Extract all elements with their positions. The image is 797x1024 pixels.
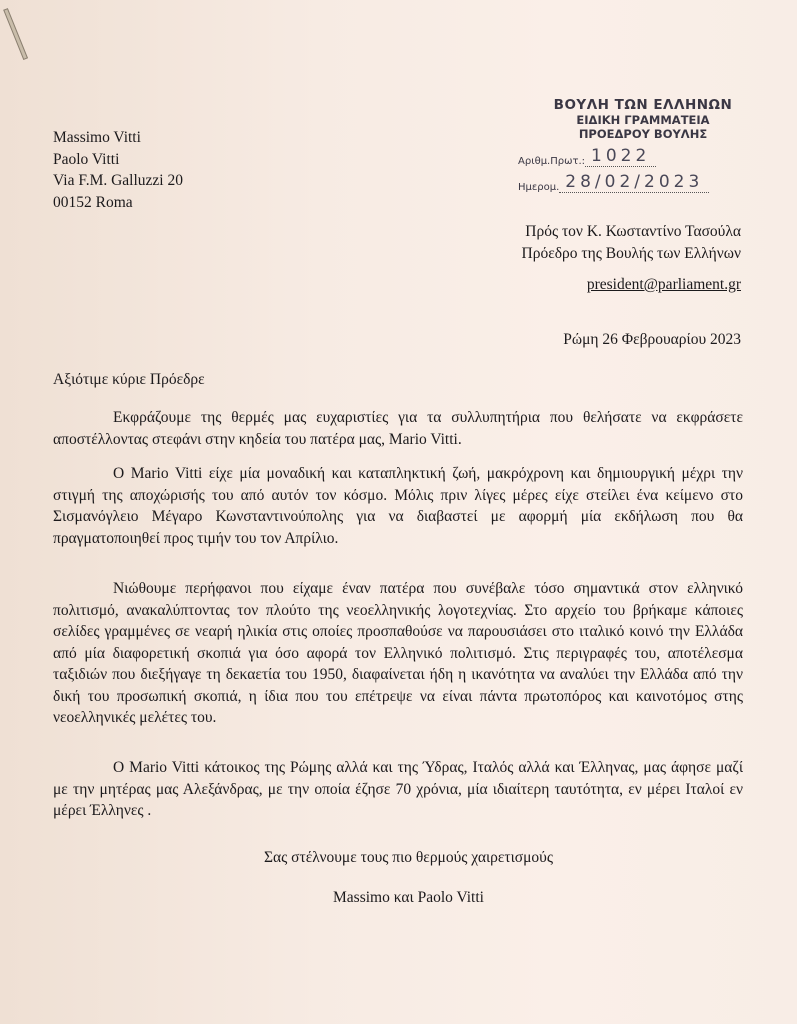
parliament-stamp [518,97,768,193]
recipient-line: Πρός τον Κ. Κωσταντίνο Τασούλα [525,223,741,240]
recipient-address [522,221,741,264]
date-label: Ημερομ. [518,182,560,193]
staple-mark [3,8,28,60]
sender-address [53,127,183,213]
body-paragraph-4: O Mario Vitti κάτοικος της Ρώμης αλλά και της Ύδρας, Ιταλός αλλά και Έλληνας, μας άφησε μαζί με την μητέρας μας Αλεξάνδρας, με την οποία έζησε 70 χρόνια, μία ιδιαίτερη ταυτότητα, εν μέρει Ιταλοί εν μέρει Έλληνες . [53,759,743,819]
sender-line: 00152 Roma [53,193,133,211]
protocol-label: Αριθμ.Πρωτ.: [518,156,586,167]
body-paragraph-1: Εκφράζουμε της θερμές μας ευχαριστίες για τα συλλυπητήρια που θελήσατε να εκφράσετε αποστέλλοντας στεφάνι στην κηδεία του πατέρα μας, Mario Vitti. [53,409,743,448]
stamp-line-1: ΒΟΥΛΗ ΤΩΝ ΕΛΛΗΝΩΝ [553,97,733,113]
body-paragraph-2: O Mario Vitti είχε μία μοναδική και καταπληκτική ζωή, μακρόχρονη και δημιουργική μέχρι την στιγμή της αποχώρισής του από αυτόν τον κόσμο. Μόλις πριν λίγες μέρες είχε στείλει ένα κείμενο στο Σισμανόγλειο Μέγαρο Κωνσταντινούπολης για να διαβαστεί με αφορμή μία εκδήλωση που θα πραγματοποιηθεί προς τιμήν του τον Απρίλιο. [53,465,743,547]
sender-line: Via F.M. Galluzzi 20 [53,172,183,189]
letter-date: Ρώμη 26 Φεβρουαρίου 2023 [563,331,741,348]
protocol-number-handwritten: 1022 [585,146,656,167]
closing-line: Σας στέλνουμε τους πιο θερμούς χαιρετισμούς [264,849,553,866]
stamp-date-handwritten: 28/02/2023 [559,172,709,193]
signature: Massimo και Paolo Vitti [333,889,484,906]
sender-line: Paolo Vitti [53,150,120,168]
recipient-email[interactable]: president@parliament.gr [586,276,741,293]
recipient-line: Πρόεδρο της Βουλής των Ελλήνων [521,244,741,262]
stamp-line-2: ΕΙΔΙΚΗ ΓΡΑΜΜΑΤΕΙΑ [576,113,710,127]
body-paragraph-3: Νιώθουμε περήφανοι που είχαμε έναν πατέρα που συνέβαλε τόσο σημαντικά στον ελληνικό πολιτισμό, ανακαλύπτοντας τον πλούτο της νεοελληνικής λογοτεχνίας. Στο αρχείο του βρήκαμε κάποιες σελίδες γραμμένες σε νεαρή ηλικία στις οποίες προσπαθούσε να παρουσιάσει στο ιταλικό κοινό την Ελλάδα από μία διαφορετική σκοπιά για όσο αφορά τον Ελληνικό πολιτισμό. Στις περιγραφές του, αποτέλεσμα ταξιδιών που διεξήγαγε τη δεκαετία του 1950, διαφαίνεται ήδη η ικανότητα να αναλύει την Ελλάδα από την δική του προσωπική σκοπιά, η ίδια που του επέτρεψε να είναι πάντα πρωτοπόρος και καινοτόμος στης νεοελληνικές μελέτες του. [53,580,743,726]
sender-line: Massimo Vitti [53,129,141,146]
stamp-protocol-row [518,146,768,167]
stamp-line-3: ΠΡΟΕΔΡΟΥ ΒΟΥΛΗΣ [578,127,708,141]
stamp-date-row [518,172,768,193]
salutation: Αξιότιμε κύριε Πρόεδρε [53,371,205,388]
